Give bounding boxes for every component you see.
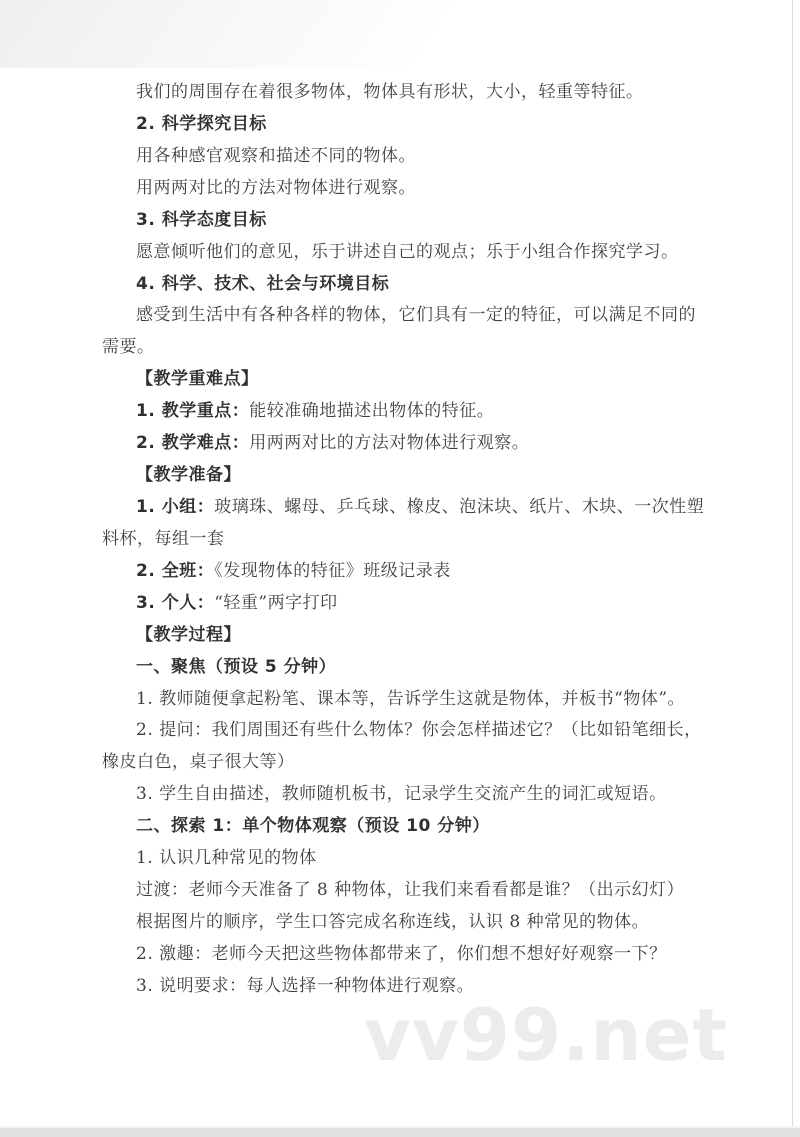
text-line: [102, 141, 698, 173]
run-in-label: 2. 教学难点：: [136, 433, 250, 454]
line-text: 料杯，每组一套: [102, 528, 225, 549]
page-top-shading: [0, 0, 800, 68]
run-in-label: 3. 个人：: [136, 592, 215, 613]
line-text: 1. 教师随便拿起粉笔、课本等，告诉学生这就是物体，并板书“物体”。: [136, 688, 686, 709]
text-line: [102, 428, 698, 460]
heading-line: [102, 652, 698, 684]
line-text: 3. 科学态度目标: [136, 209, 267, 230]
page-right-border: [792, 0, 793, 1127]
line-text: 橡皮白色，桌子很大等）: [102, 752, 295, 773]
text-line: [102, 588, 698, 620]
line-text: “轻重”两字打印: [214, 592, 338, 613]
document-body: [102, 77, 705, 1003]
text-line: [102, 332, 698, 364]
line-text: 用两两对比的方法对物体进行观察。: [249, 433, 530, 454]
run-in-label: 1. 小组：: [136, 496, 215, 517]
text-line: [102, 173, 698, 205]
line-text: 我们的周围存在着很多物体，物体具有形状，大小，轻重等特征。: [136, 82, 644, 102]
line-text: 1. 认识几种常见的物体: [136, 848, 317, 869]
line-text: 3. 说明要求：每人选择一种物体进行观察。: [136, 975, 475, 996]
line-text: 2. 提问：我们周围还有些什么物体？你会怎样描述它？（比如铅笔细长，: [136, 720, 702, 741]
line-text: 3. 学生自由描述，教师随机板书，记录学生交流产生的词汇或短语。: [136, 784, 667, 805]
text-line: [102, 747, 698, 779]
heading-line: [102, 109, 698, 141]
text-line: [102, 779, 698, 811]
text-line: [102, 524, 698, 556]
line-text: 需要。: [102, 337, 155, 358]
line-text: 玻璃珠、螺母、乒乓球、橡皮、泡沫块、纸片、木块、一次性塑: [214, 496, 705, 517]
page-bottom-edge: [0, 1126, 800, 1137]
heading-line: [102, 811, 698, 843]
text-line: [102, 971, 698, 1003]
text-line: [102, 396, 698, 428]
line-text: 二、探索 1：单个物体观察（预设 10 分钟）: [136, 816, 490, 837]
line-text: 【教学重难点】: [136, 369, 259, 390]
line-text: 过渡：老师今天准备了 8 种物体，让我们来看看都是谁？（出示幻灯）: [136, 880, 685, 901]
watermark: vv99.net: [364, 993, 728, 1077]
text-line: [102, 715, 702, 747]
heading-line: [102, 269, 698, 301]
line-text: 《发现物体的特征》班级记录表: [214, 560, 451, 581]
text-line: [102, 556, 698, 588]
heading-line: [102, 620, 698, 652]
line-text: 【教学过程】: [136, 624, 241, 645]
line-text: 感受到生活中有各种各样的物体，它们具有一定的特征，可以满足不同的: [136, 305, 696, 326]
run-in-label: 1. 教学重点：: [136, 401, 250, 422]
text-line: [102, 237, 698, 269]
line-text: 用各种感官观察和描述不同的物体。: [136, 145, 416, 166]
line-text: 愿意倾听他们的意见，乐于讲述自己的观点；乐于小组合作探究学习。: [136, 241, 679, 262]
line-text: 【教学准备】: [136, 465, 241, 486]
text-line: [102, 684, 698, 716]
heading-line: [102, 205, 698, 237]
text-line: [102, 492, 705, 524]
text-line: [102, 907, 698, 939]
line-text: 用两两对比的方法对物体进行观察。: [136, 177, 416, 198]
line-text: 2. 激趣：老师今天把这些物体都带来了，你们想不想好好观察一下？: [136, 943, 667, 964]
line-text: 4. 科学、技术、社会与环境目标: [136, 273, 390, 294]
text-line: [102, 875, 698, 907]
line-text: 能较准确地描述出物体的特征。: [249, 401, 495, 422]
run-in-label: 2. 全班：: [136, 560, 215, 581]
text-line: [102, 939, 698, 971]
text-line: [102, 77, 698, 109]
heading-line: [102, 460, 698, 492]
heading-line: [102, 364, 698, 396]
line-text: 2. 科学探究目标: [136, 113, 267, 134]
line-text: 一、聚焦（预设 5 分钟）: [136, 656, 337, 677]
line-text: 根据图片的顺序，学生口答完成名称连线，认识 8 种常见的物体。: [136, 911, 650, 932]
text-line: [102, 300, 698, 332]
text-line: [102, 843, 698, 875]
